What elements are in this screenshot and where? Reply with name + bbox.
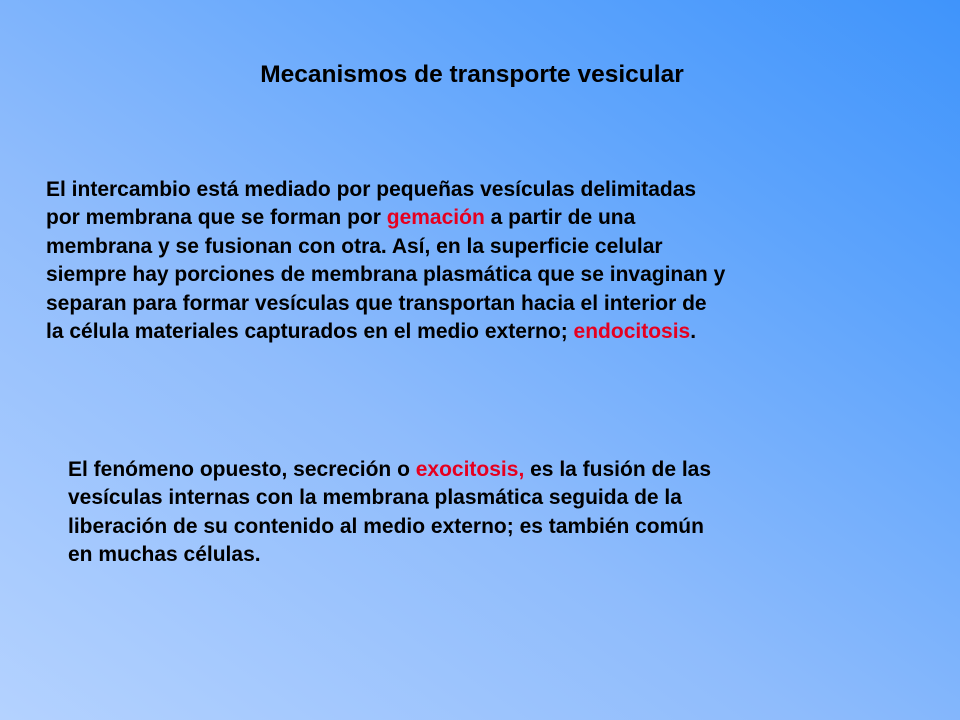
paragraph-line-segment: . xyxy=(690,320,697,344)
paragraph-line: separan para formar vesículas que transportan hacia el interior de xyxy=(46,291,707,315)
highlight-term-endocitosis: endocitosis xyxy=(573,320,691,344)
endocytosis-paragraph xyxy=(46,176,725,346)
paragraph-line: vesículas internas con la membrana plasmática seguida de la xyxy=(68,486,682,510)
paragraph-line: liberación de su contenido al medio externo; es también común xyxy=(68,514,704,538)
paragraph-line: El intercambio está mediado por pequeñas vesículas delimitadas xyxy=(46,178,697,201)
paragraph-line: en muchas células. xyxy=(68,543,261,567)
highlight-term-exocitosis: exocitosis, xyxy=(415,458,525,481)
exocytosis-paragraph xyxy=(68,456,711,570)
paragraph-line-segment: El fenómeno opuesto, secreción o xyxy=(68,458,416,481)
paragraph-line-segment: por membrana que se forman por xyxy=(46,206,387,230)
paragraph-line-segment: a partir de una xyxy=(484,206,636,230)
slide-title: Mecanismos de transporte vesicular xyxy=(260,61,684,88)
highlight-term-gemacion: gemación xyxy=(386,206,485,230)
paragraph-line: siempre hay porciones de membrana plasmática que se invaginan y xyxy=(46,263,726,287)
paragraph-line-segment: la célula materiales capturados en el medio externo; xyxy=(46,320,574,344)
paragraph-line: membrana y se fusionan con otra. Así, en la superficie celular xyxy=(46,234,663,258)
paragraph-line-segment: es la fusión de las xyxy=(524,458,712,481)
